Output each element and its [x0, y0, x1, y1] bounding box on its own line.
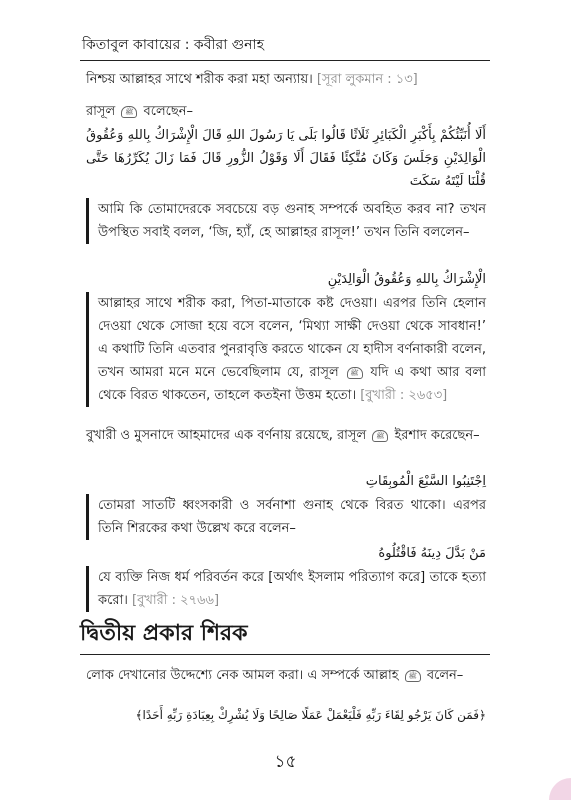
running-header: কিতাবুল কাবায়ের : কবীরা গুনাহ — [82, 37, 264, 53]
bukhari-reference: [বুখারী : ২৬৫৩] — [360, 388, 448, 403]
arabic-apostasy: مَنْ بَدَّلَ دِينَهُ فَاقْتُلُوهُ — [378, 546, 486, 561]
section-heading: দ্বিতীয় প্রকার শিরক — [80, 620, 490, 655]
section-intro — [86, 664, 486, 687]
quran-verse-block — [86, 704, 486, 727]
bukhari-narration-block — [86, 424, 486, 447]
salawat-icon: ﷺ — [347, 367, 363, 379]
rasul-label: রাসূল — [86, 104, 116, 119]
hadith-intro — [86, 100, 486, 123]
bukhari-narration — [86, 424, 486, 447]
narration-text: বুখারী ও মুসনাদে আহমাদের এক বর্ণনায় রয়েছে, রাসূল — [86, 428, 367, 443]
salawat-icon: ﷺ — [372, 430, 388, 442]
section-intro-end: বলেন– — [426, 668, 464, 683]
hadith-translation: আমি কি তোমাদেরকে সবচেয়ে বড় গুনাহ সম্পর্কে অবহিত করব না? তখন উপস্থিত সবাই বলল, ‘জি, হ্যাঁ, হে আল্লাহর রাসূল!’ তখন তিনি বললেন– — [86, 198, 486, 244]
said-label: বলেছেন– — [143, 104, 193, 119]
apostasy-text: যে ব্যক্তি নিজ ধর্ম পরিবর্তন করে [অর্থাৎ ইসলাম পরিত্যাগ করে] তাকে হত্যা করো। — [98, 570, 486, 608]
quran-verse-arabic: ﴿فَمَن كَانَ يَرْجُو لِقَاءَ رَبِّهِ فَلْيَعْمَلْ عَمَلًا صَالِحًا وَلَا يُشْرِكْ بِعِبَادَةِ رَبِّهِ أَحَدًا﴾ — [135, 708, 486, 722]
arabic-seven-sins: اِجْتَنِبُوا السَّبْعَ الْمُوبِقَاتِ — [365, 474, 486, 489]
hadith-intro-line — [86, 100, 486, 123]
arabic-apostasy-block — [86, 542, 486, 565]
explanation-paragraph — [86, 292, 486, 407]
explanation-text-end: যদি এ কথা আর বলা থেকে বিরত থাকতেন, তাহলে কতইনা উত্তম হতো। — [98, 365, 486, 403]
arabic-phrase-block — [86, 268, 486, 291]
hadith-translation-block — [86, 198, 486, 244]
arabic-seven-sins-block — [86, 470, 486, 493]
page-corner-mark — [549, 778, 571, 800]
apostasy-translation — [86, 566, 486, 612]
page-number: ১৫ — [274, 752, 297, 772]
hadith-arabic: أَلَا أُنَبِّئُكُمْ بِأَكْبَرِ الْكَبَائِرِ ثَلَاثًا قَالُوا بَلَى يَا رَسُولَ اللهِ قَالَ الْإِشْرَاكُ بِاللهِ وَعُقُوقُ الْوَالِدَيْنِ وَجَلَسَ وَكَانَ مُتَّكِئًا فَقَالَ أَلَا وَقَوْلُ الزُّورِ قَالَ فَمَا زَالَ يُكَرِّرُهَا حَتَّى قُلْنَا لَيْتَهُ سَكَتَ — [86, 128, 486, 189]
quran-translation-text: নিশ্চয় আল্লাহর সাথে শরীক করা মহা অন্যায়। — [86, 72, 313, 87]
narration-text-end: ইরশাদ করেছেন– — [394, 428, 480, 443]
explanation-block — [86, 292, 486, 407]
salawat-icon: ﷺ — [121, 106, 137, 118]
quran-reference: [সূরা লুকমান : ১৩] — [316, 72, 418, 87]
header-rule — [80, 60, 490, 61]
apostasy-translation-block — [86, 566, 486, 612]
section-intro-block — [86, 664, 486, 687]
seven-sins-translation: তোমরা সাতটি ধ্বংসকারী ও সর্বনাশা গুনাহ থেকে বিরত থাকো। এরপর তিনি শিরকের কথা উল্লেখ করে বলেন– — [86, 494, 486, 540]
quran-quote-block — [86, 68, 486, 91]
glorification-icon: ﷺ — [405, 670, 421, 682]
arabic-phrase-shirk: الْإِشْرَاكُ بِاللهِ وَعُقُوقُ الْوَالِدَيْنِ — [327, 272, 486, 287]
hadith-arabic-block — [86, 124, 486, 193]
quran-translation — [86, 68, 486, 91]
section-intro-text: লোক দেখানোর উদ্দেশ্যে নেক আমল করা। এ সম্পর্কে আল্লাহ — [86, 668, 399, 683]
seven-sins-translation-block — [86, 494, 486, 540]
apostasy-reference: [বুখারী : ২৭৬৬] — [132, 593, 220, 608]
explanation-text: আল্লাহর সাথে শরীক করা, পিতা-মাতাকে কষ্ট দেওয়া। এরপর তিনি হেলান দেওয়া থেকে সোজা হয়ে বসে বলেন, ‘মিথ্যা সাক্ষী দেওয়া থেকে সাবধান!’ এ কথাটি তিনি এতবার পুনরাবৃত্তি করতে থাকেন যে হাদীস বর্ণনাকারী বলেন, তখন আমরা মনে মনে ভেবেছিলাম যে, রাসূল — [98, 296, 486, 380]
